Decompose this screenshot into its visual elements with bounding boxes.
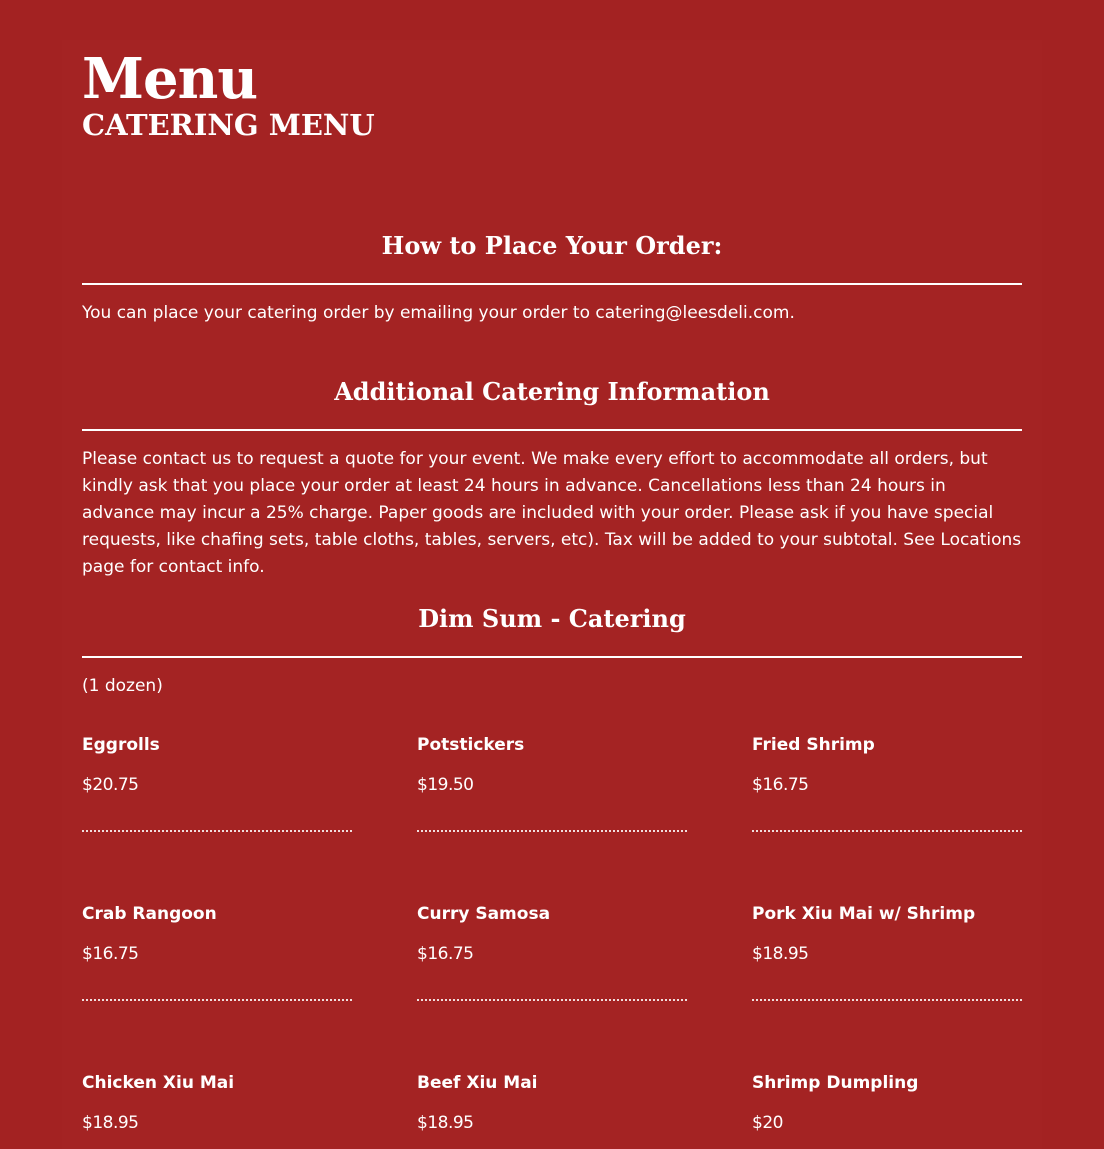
menu-item-name: Beef Xiu Mai xyxy=(417,1073,538,1093)
menu-item-name: Shrimp Dumpling xyxy=(752,1073,919,1093)
menu-item-price: $19.50 xyxy=(417,775,474,795)
menu-item-name: Curry Samosa xyxy=(417,904,551,924)
dotted-separator xyxy=(417,999,687,1001)
dimsum-note: (1 dozen) xyxy=(82,676,163,696)
menu-item-name: Pork Xiu Mai w/ Shrimp xyxy=(752,904,976,924)
dotted-separator xyxy=(417,830,687,832)
info-divider xyxy=(82,429,1022,431)
order-instructions: You can place your catering order by emailing your order to catering@leesdeli.com. xyxy=(82,303,795,323)
dimsum-divider xyxy=(82,656,1022,658)
page-subtitle: CATERING MENU xyxy=(82,108,375,142)
info-text: Please contact us to request a quote for your event. We make every effort to accommodate all orders, but kindly ask that you place your order at least 24 hours in advance. Cancellations less than 24 hours in advance may incur a 25% charge. Paper goods are included with your order. Please ask if you have special requests, like chafing sets, table cloths, tables, servers, etc). Tax will be added to your subtotal. See Locations page for contact info. xyxy=(82,449,1022,577)
page-title: Menu xyxy=(82,46,258,112)
menu-item-price: $20.75 xyxy=(82,775,139,795)
menu-item-price: $18.95 xyxy=(82,1113,139,1133)
page-background xyxy=(62,40,1042,1149)
menu-item-price: $20 xyxy=(752,1113,783,1133)
info-heading: Additional Catering Information xyxy=(334,377,770,406)
dimsum-heading: Dim Sum - Catering xyxy=(418,604,686,633)
menu-item-price: $16.75 xyxy=(752,775,809,795)
menu-item-name: Crab Rangoon xyxy=(82,904,217,924)
menu-item-price: $16.75 xyxy=(417,944,474,964)
order-heading: How to Place Your Order: xyxy=(381,231,723,260)
dotted-separator xyxy=(82,999,352,1001)
menu-item-price: $18.95 xyxy=(417,1113,474,1133)
dotted-separator xyxy=(752,999,1022,1001)
dotted-separator xyxy=(82,830,352,832)
menu-item-name: Fried Shrimp xyxy=(752,735,875,755)
menu-item-price: $16.75 xyxy=(82,944,139,964)
menu-item-name: Eggrolls xyxy=(82,735,160,755)
menu-item-price: $18.95 xyxy=(752,944,809,964)
order-divider xyxy=(82,283,1022,285)
menu-item-name: Chicken Xiu Mai xyxy=(82,1073,235,1093)
menu-item-name: Potstickers xyxy=(417,735,525,755)
dotted-separator xyxy=(752,830,1022,832)
